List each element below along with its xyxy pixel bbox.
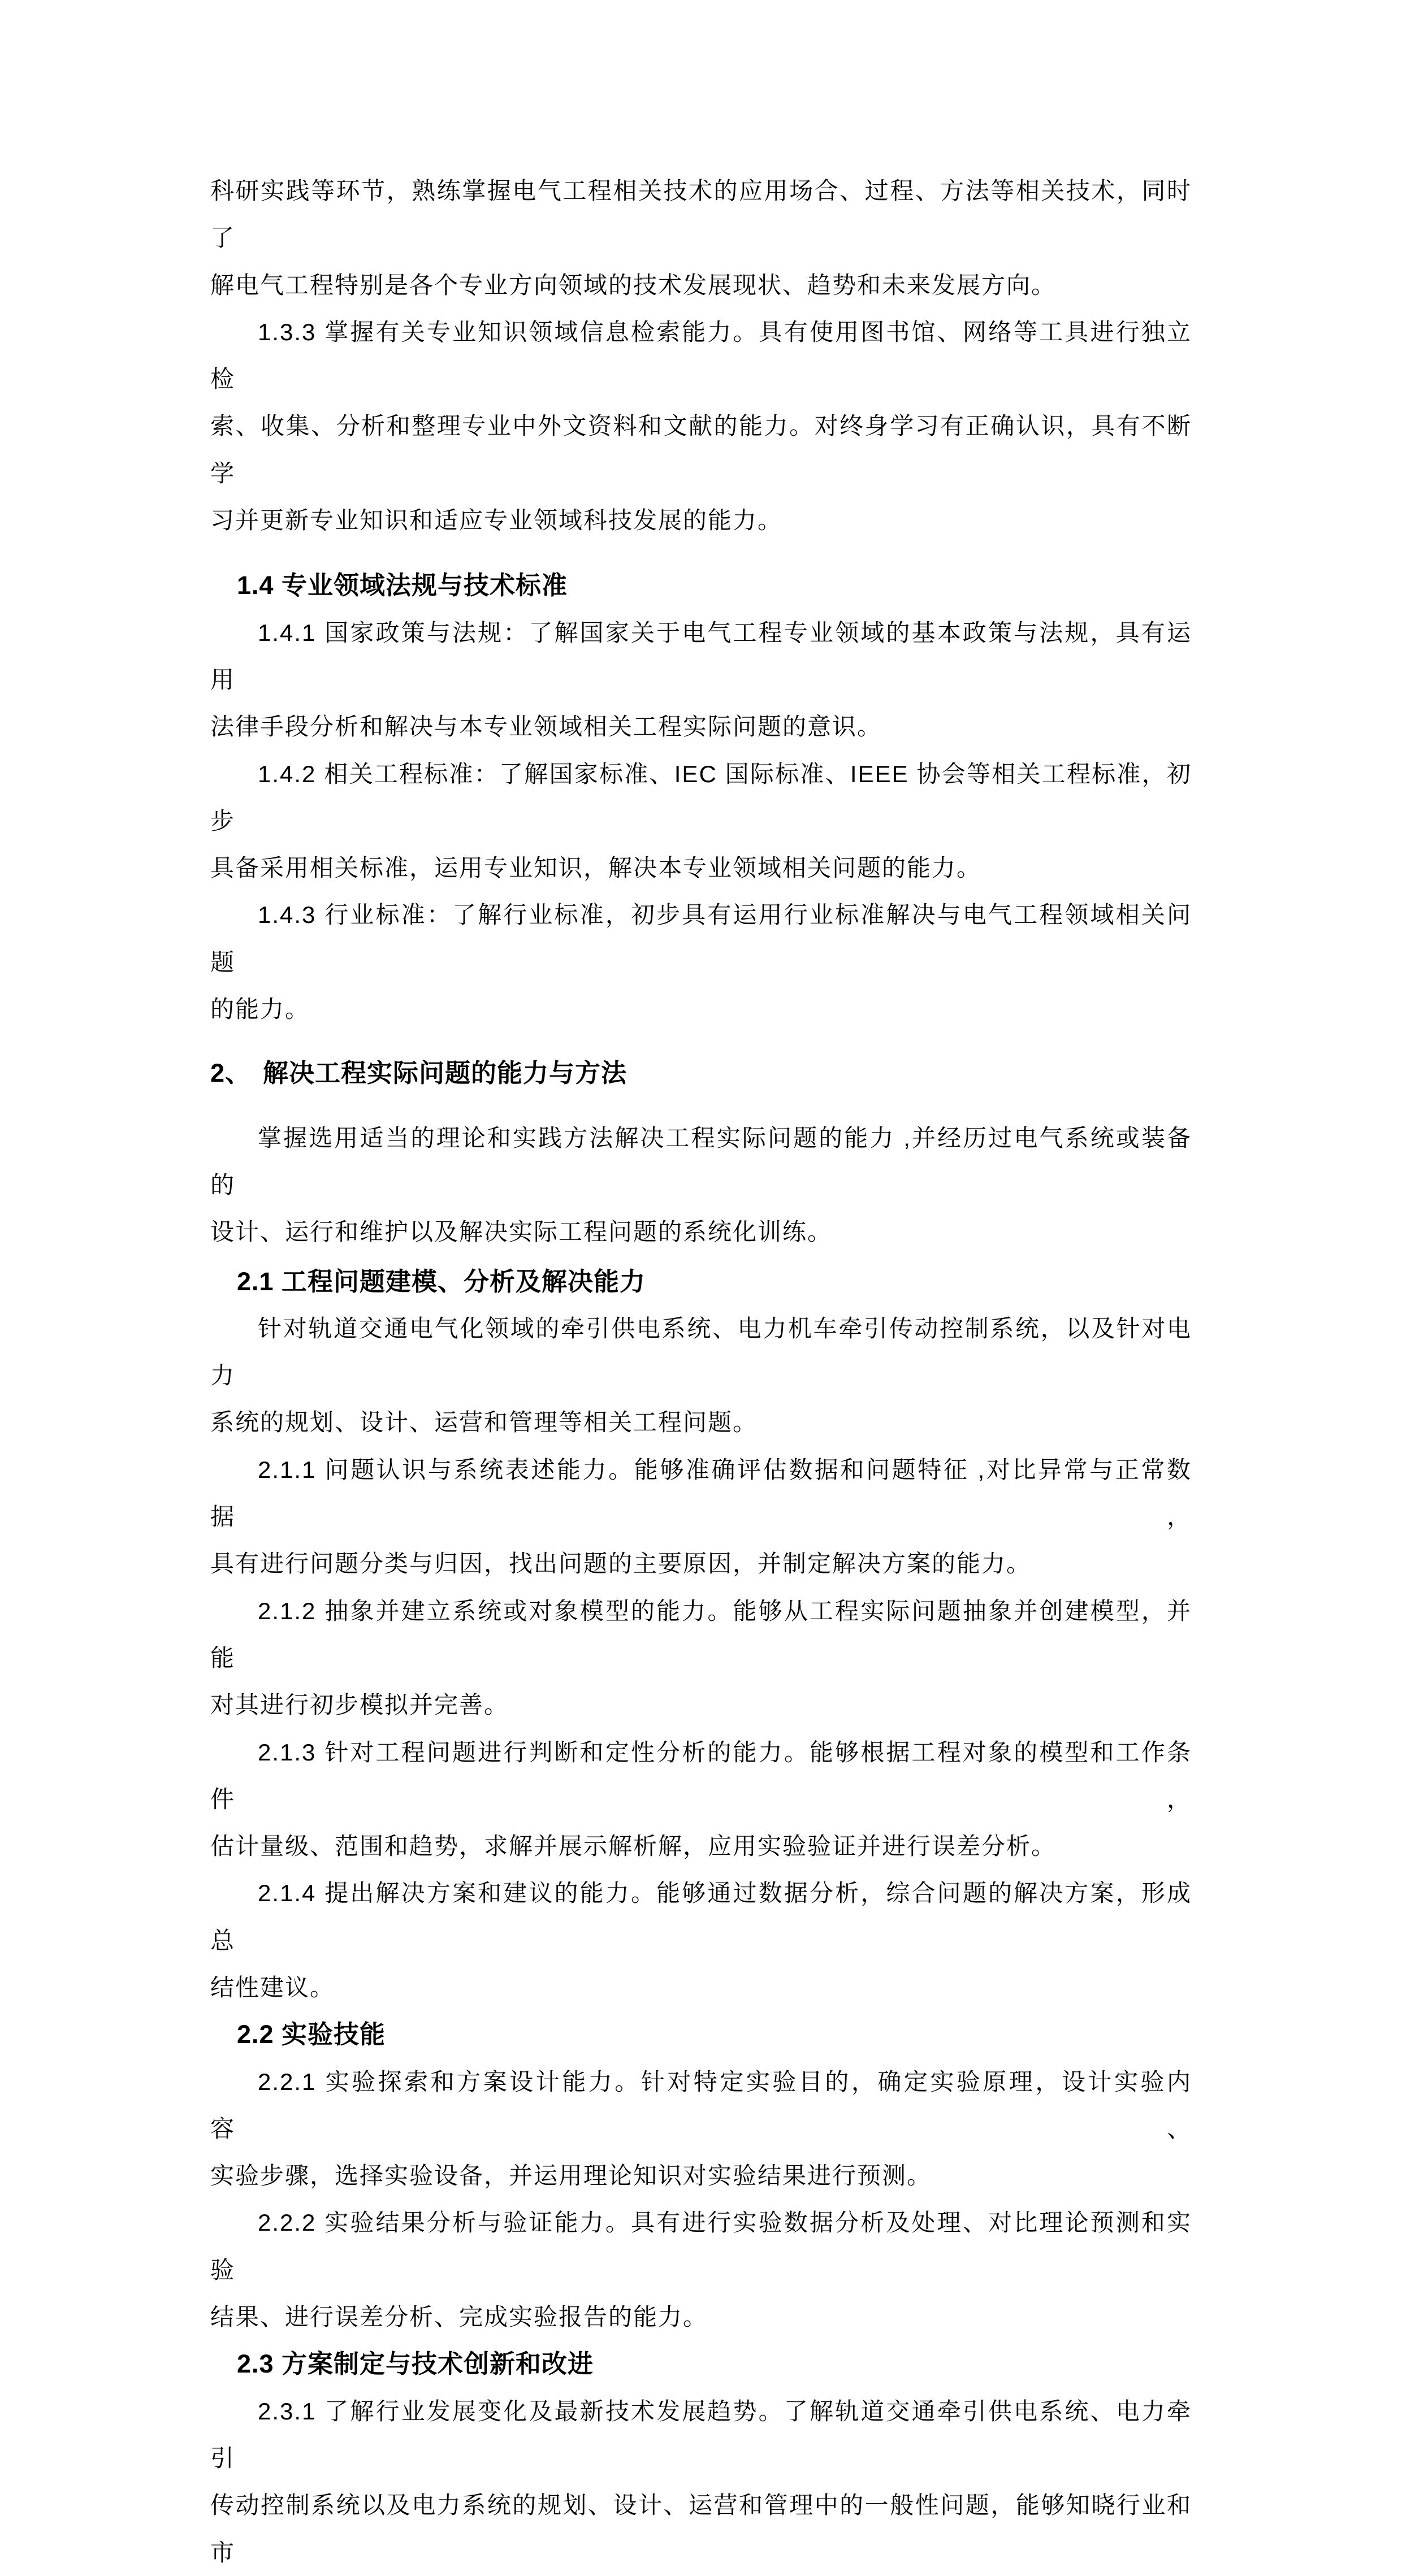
text-line: 索、收集、分析和整理专业中外文资料和文献的能力。对终身学习有正确认识，具有不断学 (210, 413, 1192, 487)
text-line: 2.1.3 针对工程问题进行判断和定性分析的能力。能够根据工程对象的模型和工作条件， (210, 1738, 1192, 1812)
section-heading: 2.1 工程问题建模、分析及解决能力 (237, 1267, 646, 1296)
text-line: 掌握选用适当的理论和实践方法解决工程实际问题的能力 ,并经历过电气系统或装备的 (210, 1124, 1192, 1198)
text-line: 解电气工程特别是各个专业方向领域的技术发展现状、趋势和未来发展方向。 (210, 271, 1057, 298)
text-line: 传动控制系统以及电力系统的规划、设计、运营和管理中的一般性问题，能够知晓行业和市 (210, 2492, 1192, 2566)
section-heading (210, 1050, 1192, 1096)
document-content (210, 167, 1192, 2576)
text-line: 具有进行问题分类与归因，找出问题的主要原因，并制定解决方案的能力。 (210, 1550, 1032, 1577)
heading-number: 2、 (210, 1059, 252, 1088)
section-heading: 2.2 实验技能 (237, 2020, 386, 2049)
text-line: 结果、进行误差分析、完成实验报告的能力。 (210, 2304, 708, 2331)
text-line: 系统的规划、设计、运营和管理等相关工程问题。 (210, 1409, 758, 1436)
text-line: 1.3.3 掌握有关专业知识领域信息检索能力。具有使用图书馆、网络等工具进行独立检 (210, 318, 1192, 393)
text-line: 实验步骤，选择实验设备，并运用理论知识对实验结果进行预测。 (210, 2162, 932, 2189)
text-line: 结性建议。 (210, 1974, 335, 2001)
heading-text: 解决工程实际问题的能力与方法 (263, 1059, 628, 1088)
text-line: 针对轨道交通电气化领域的牵引供电系统、电力机车牵引传动控制系统，以及针对电力 (210, 1315, 1192, 1389)
text-line: 设计、运行和维护以及解决实际工程问题的系统化训练。 (210, 1218, 833, 1246)
text-line: 具备采用相关标准，运用专业知识，解决本专业领域相关问题的能力。 (210, 855, 982, 882)
text-line: 估计量级、范围和趋势，求解并展示解析解，应用实验验证并进行误差分析。 (210, 1833, 1057, 1860)
text-line: 2.3.1 了解行业发展变化及最新技术发展趋势。了解轨道交通牵引供电系统、电力牵引 (210, 2397, 1192, 2471)
section-heading: 2.3 方案制定与技术创新和改进 (237, 2349, 594, 2379)
text-line: 习并更新专业知识和适应专业领域科技发展的能力。 (210, 507, 783, 534)
text-line: 1.4.1 国家政策与法规：了解国家关于电气工程专业领域的基本政策与法规，具有运用 (210, 619, 1192, 693)
text-line: 法律手段分析和解决与本专业领域相关工程实际问题的意识。 (210, 713, 882, 740)
text-line: 科研实践等环节，熟练掌握电气工程相关技术的应用场合、过程、方法等相关技术，同时了 (210, 177, 1192, 251)
text-line: 2.2.1 实验探索和方案设计能力。针对特定实验目的，确定实验原理，设计实验内容、 (210, 2068, 1192, 2142)
text-line: 1.4.3 行业标准：了解行业标准，初步具有运用行业标准解决与电气工程领域相关问题 (210, 901, 1192, 975)
text-line: 的能力。 (210, 996, 310, 1023)
section-heading: 1.4 专业领域法规与技术标准 (237, 571, 568, 600)
text-line: 2.1.4 提出解决方案和建议的能力。能够通过数据分析，综合问题的解决方案，形成总 (210, 1880, 1192, 1954)
text-line: 1.4.2 相关工程标准：了解国家标准、IEC 国际标准、IEEE 协会等相关工程标准，初步 (210, 760, 1192, 834)
text-line: 对其进行初步模拟并完善。 (210, 1692, 509, 1719)
text-line: 2.1.2 抽象并建立系统或对象模型的能力。能够从工程实际问题抽象并创建模型，并能 (210, 1597, 1192, 1671)
text-line: 2.2.2 实验结果分析与验证能力。具有进行实验数据分析及处理、对比理论预测和实验 (210, 2209, 1192, 2283)
text-line: 2.1.1 问题认识与系统表述能力。能够准确评估数据和问题特征 ,对比异常与正常数据， (210, 1456, 1192, 1530)
